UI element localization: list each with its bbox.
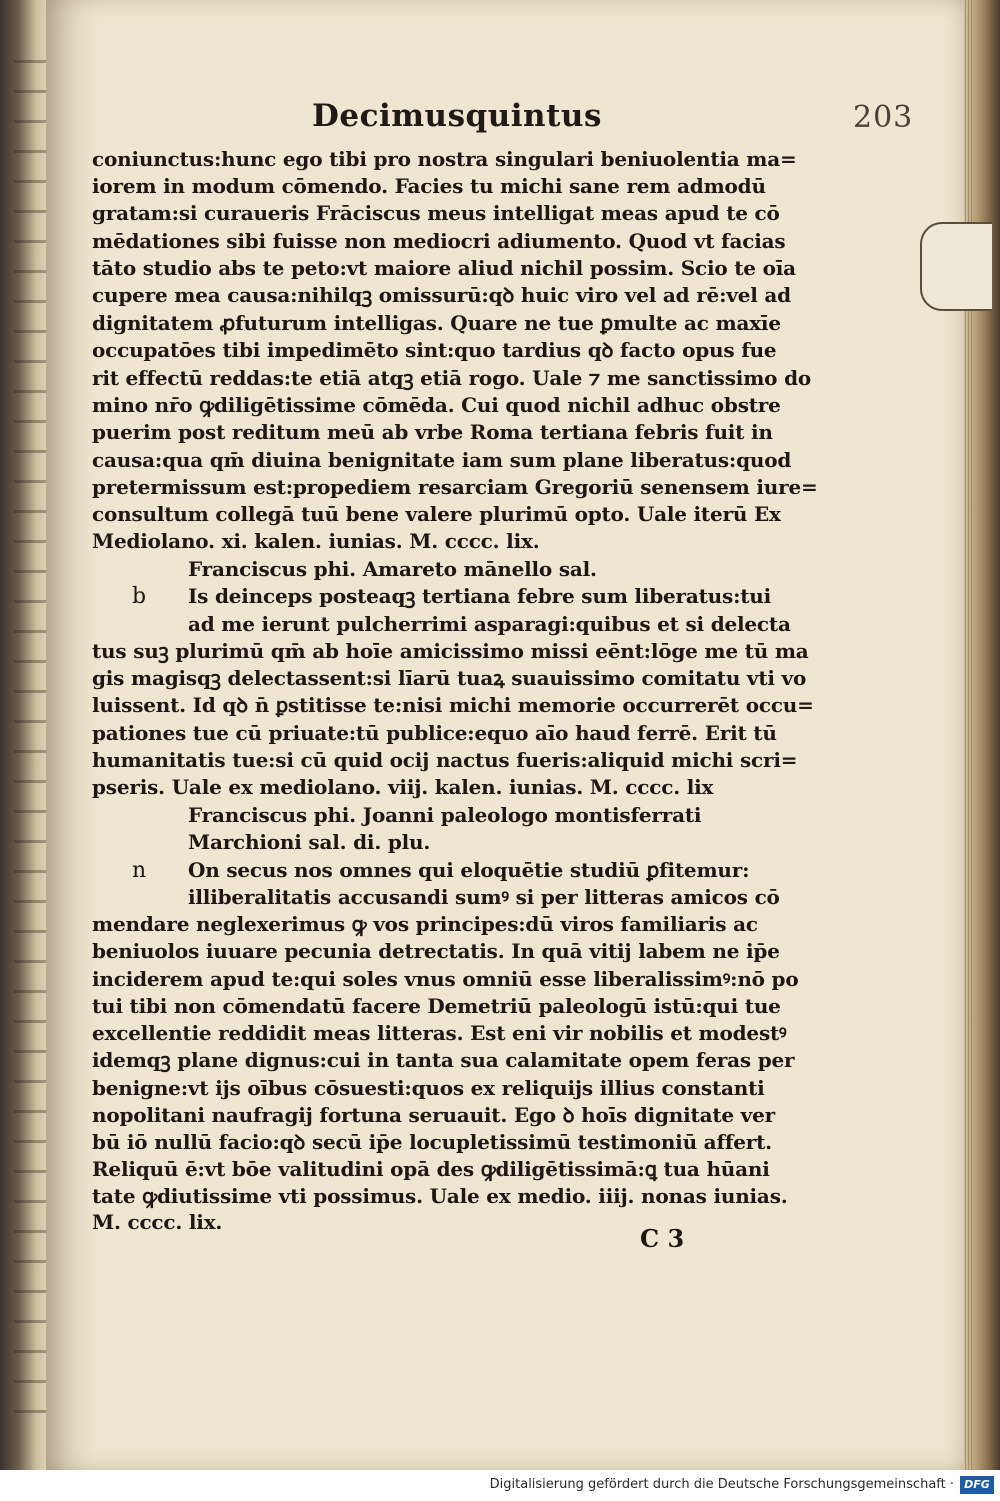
body-line: M. cccc. lix. (92, 1210, 223, 1234)
body-line: idemqꝫ plane dignus:cui in tanta sua calamitate opem feras per (92, 1048, 795, 1072)
body-line: rit effectū reddas:te etiā atqꝫ etiā rogo. Uale ⁊ me sanctissimo do (92, 366, 811, 390)
funding-credit: Digitalisierung gefördert durch die Deutsche Forschungsgemeinschaft · (489, 1477, 954, 1492)
body-line: puerim post reditum meū ab vrbe Roma tertiana febris fuit in (92, 420, 773, 444)
body-line: pseris. Uale ex mediolano. viij. kalen. iunias. M. cccc. lix (92, 775, 714, 799)
body-line: causa:qua qm̄ diuina benignitate iam sum plane liberatus:quod (92, 448, 792, 472)
body-line: pationes tue cū priuate:tū publice:equo aīo haud ferrē. Erit tū (92, 721, 777, 745)
body-line: beniuolos iuuare pecunia detrectatis. In quā vitij labem ne ip̄e (92, 939, 780, 963)
body-line: cupere mea causa:nihilqꝫ omissurū:qꝺ huic viro vel ad rē:vel ad (92, 283, 791, 307)
body-line: humanitatis tue:si cū quid ocij nactus fueris:aliquid michi scri= (92, 748, 798, 772)
body-line: excellentie reddidit meas litteras. Est eni vir nobilis et modestꝰ (92, 1021, 787, 1045)
body-line: illiberalitatis accusandi sumꝰ si per litteras amicos cō (188, 885, 780, 909)
letter-heading: Franciscus phi. Amareto mānello sal. (188, 557, 597, 581)
body-line: On secus nos omnes qui eloquētie studiū ꝑfitemur: (188, 858, 750, 882)
body-line: consultum collegā tuū bene valere plurimū opto. Uale iterū Ex (92, 502, 781, 526)
body-line: mēdationes sibi fuisse non mediocri adiumento. Quod vt facias (92, 229, 786, 253)
body-line: nopolitani naufragij fortuna seruauit. Ego ꝺ hoīs dignitate ver (92, 1103, 775, 1127)
initial-guide-letter: b (132, 584, 147, 609)
body-line: tui tibi non cōmendatū facere Demetriū paleologū istū:qui tue (92, 994, 781, 1018)
body-line: bū iō nullū facio:qꝺ secū ip̄e locupletissimū testimoniū affert. (92, 1130, 772, 1154)
body-line: Reliquū ē:vt bōe valitudini opā des ꝙdiligētissimā:ꝗ tua hūani (92, 1157, 770, 1181)
body-line: tāto studio abs te peto:vt maiore aliud nichil possim. Scio te oīa (92, 256, 796, 280)
running-title: Decimusquintus (312, 98, 602, 134)
digitization-footer (0, 1470, 1000, 1501)
letter-heading: Marchioni sal. di. plu. (188, 830, 431, 854)
body-line: gratam:si curaueris Frāciscus meus intelligat meas apud te cō (92, 201, 780, 225)
body-line: benigne:vt ijs oībus cōsuesti:quos ex reliquijs illius constanti (92, 1076, 765, 1100)
body-line: iorem in modum cōmendo. Facies tu michi sane rem admodū (92, 174, 766, 198)
body-line: luissent. Id qꝺ n̄ ꝑstitisse te:nisi michi memorie occurrerēt occu= (92, 693, 814, 717)
body-line: gis magisqꝫ delectassent:si līarū tuaꝝ suauissimo comitatu vti vo (92, 666, 807, 690)
body-line: tate ꝙdiutissime vti possimus. Uale ex medio. iiij. nonas iunias. (92, 1184, 788, 1208)
body-line: ad me ierunt pulcherrimi asparagi:quibus et si delecta (188, 612, 791, 636)
letter-heading: Franciscus phi. Joanni paleologo montisferrati (188, 803, 702, 827)
left-page-text-bleed (14, 60, 48, 1440)
initial-guide-letter: n (132, 858, 147, 883)
body-line: Is deinceps posteaqꝫ tertiana febre sum liberatus:tui (188, 584, 772, 608)
page-tab-marker (920, 222, 992, 311)
dfg-logo-icon: DFG (960, 1476, 994, 1494)
folio-number: 203 (853, 100, 914, 135)
body-line: tus suꝫ plurimū qm̄ ab hoīe amicissimo missi eēnt:lōge me tū ma (92, 639, 809, 663)
body-line: mendare neglexerimus ꝙ vos principes:dū viros familiaris ac (92, 912, 758, 936)
body-line: Mediolano. xi. kalen. iunias. M. cccc. lix. (92, 529, 540, 553)
body-line: coniunctus:hunc ego tibi pro nostra singulari beniuolentia ma= (92, 147, 797, 171)
body-line: occupatōes tibi impedimēto sint:quo tardius qꝺ facto opus fue (92, 338, 777, 362)
body-line: dignitatem ꝓfuturum intelligas. Quare ne tue ꝑmulte ac maxīe (92, 311, 781, 335)
signature-mark: C 3 (640, 1224, 685, 1253)
body-line: mino nr̄o ꝙdiligētissime cōmēda. Cui quod nichil adhuc obstre (92, 393, 781, 417)
body-line: inciderem apud te:qui soles vnus omniū esse liberalissimꝰ:nō po (92, 967, 799, 991)
body-line: pretermissum est:propediem resarciam Gregoriū senensem iure= (92, 475, 818, 499)
